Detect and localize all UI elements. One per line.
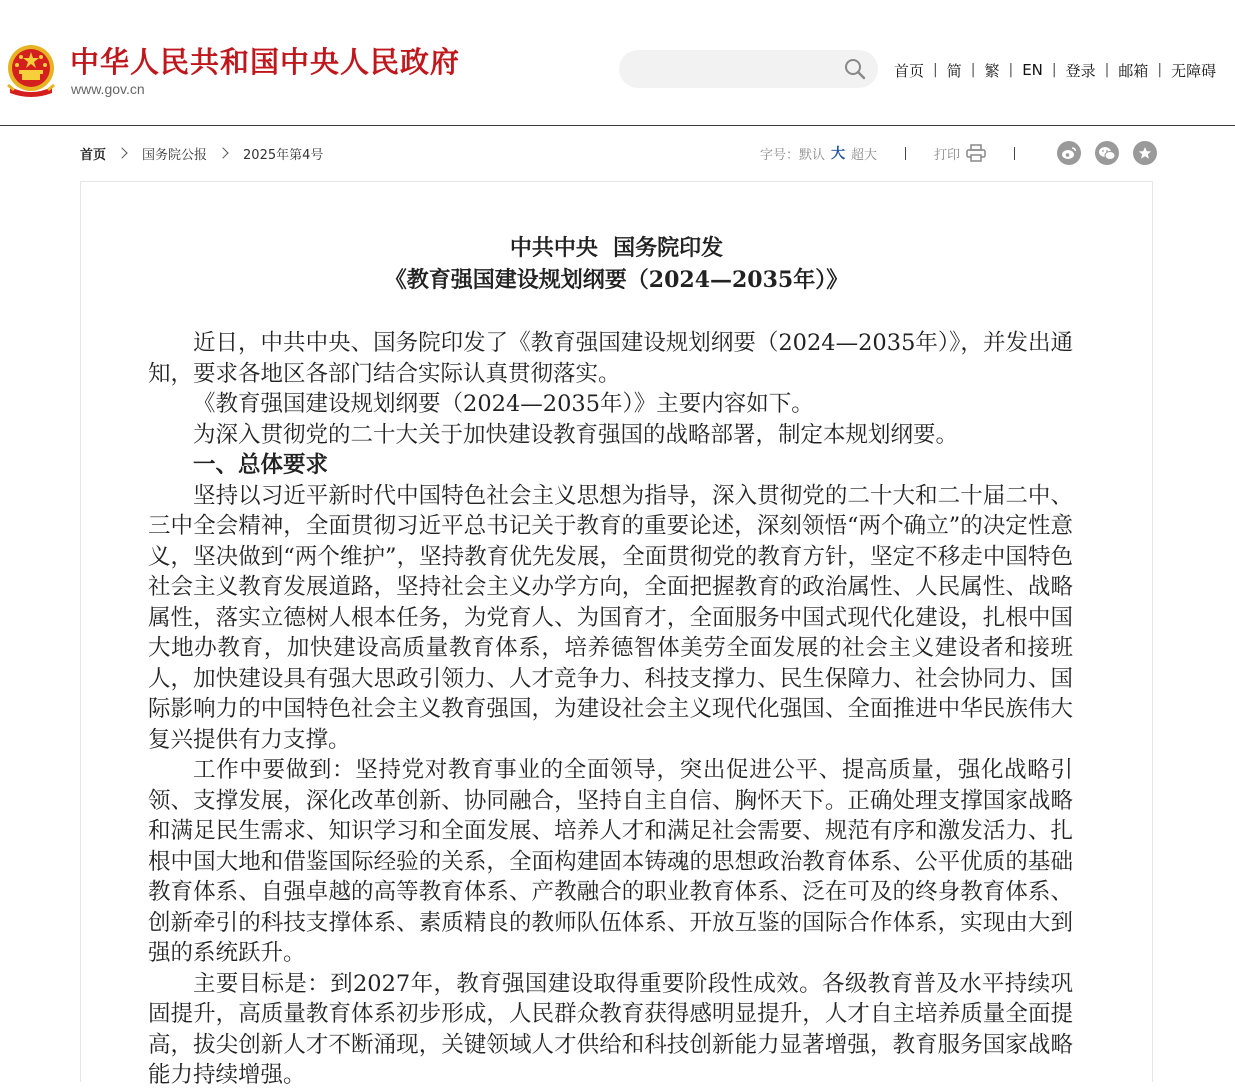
paragraph: 为深入贯彻党的二十大关于加快建设教育强国的战略部署，制定本规划纲要。 [193,421,959,448]
top-nav [894,60,1216,80]
font-size-xlarge[interactable]: 超大 [851,147,878,163]
nav-separator: | [1051,62,1057,78]
section-heading: 一、总体要求 [193,452,329,478]
nav-login[interactable]: 登录 [1065,61,1096,80]
wechat-icon[interactable] [1095,141,1119,165]
search-input[interactable] [619,50,878,88]
nav-simplified[interactable]: 简 [946,61,962,80]
nav-english[interactable]: EN [1022,61,1043,79]
paragraph: 《教育强国建设规划纲要（2024—2035年）》主要内容如下。 [193,391,814,417]
breadcrumb-issue[interactable]: 2025年第4号 [243,147,324,163]
paragraph: 近日，中共中央、国务院印发了《教育强国建设规划纲要（2024—2035年）》，并发出通知，要求各地区各部门结合实际认真贯彻落实。 [148,330,1073,387]
nav-separator: | [1104,62,1110,78]
font-size-large[interactable]: 大 [831,146,846,162]
article-title-line2: 《教育强国建设规划纲要（2024—2035年）》 [384,267,849,293]
site-domain: www.gov.cn [71,81,145,97]
nav-separator: | [933,62,938,78]
paragraph: 工作中要做到：坚持党对教育事业的全面领导，突出促进公平、提高质量，强化战略引领、支撑发展，深化改革创新、协同融合，坚持自主自信、胸怀天下。正确处理支撑国家战略和满足民生需求、知识学习和全面发展、培养人才和满足社会需要、规范有序和激发活力、扎根中国大地和借鉴国际经验的关系，全面构建固本铸魂的思想政治教育体系、公平优质的基础教育体系、自强卓越的高等教育体系、产教融合的职业教育体系、泛在可及的终身教育体系、创新牵引的科技支撑体系、素质精良的教师队伍体系、开放互鉴的国际合作体系，实现由大到强的系统跃升。 [148,757,1073,966]
paragraph: 主要目标是：到2027年，教育强国建设取得重要阶段性成效。各级教育普及水平持续巩固提升，高质量教育体系初步形成，人民群众教育获得感明显提升，人才自主培养质量全面提高，拔尖创新人才不断涌现，关键领域人才供给和科技创新能力显著增强，教育服务国家战略能力持续增强。 [148,970,1073,1088]
favorite-star-icon[interactable] [1133,141,1157,165]
toolbar-divider [905,147,906,160]
font-size-default[interactable]: 默认 [799,147,826,163]
site-title[interactable]: 中华人民共和国中央人民政府 [70,45,461,79]
article-title [81,232,1152,296]
search-icon[interactable] [844,58,866,80]
weibo-icon[interactable] [1057,141,1081,165]
nav-separator: | [1157,62,1163,78]
article-title-line1: 中共中央 国务院印发 [509,235,724,261]
nav-accessibility[interactable]: 无障碍 [1171,61,1217,80]
nav-home[interactable]: 首页 [894,61,925,80]
paragraph: 坚持以习近平新时代中国特色社会主义思想为指导，深入贯彻党的二十大和二十届二中、三中全会精神，全面贯彻习近平总书记关于教育的重要论述，深刻领悟“两个确立”的决定性意义，坚决做到“两个维护”，坚持教育优先发展，全面贯彻党的教育方针，坚定不移走中国特色社会主义教育发展道路，坚持社会主义办学方向，全面把握教育的政治属性、人民属性、战略属性，落实立德树人根本任务，为党育人、为国育才，全面服务中国式现代化建设，扎根中国大地办教育，加快建设高质量教育体系，培养德智体美劳全面发展的社会主义建设者和接班人，加快建设具有强大思政引领力、人才竞争力、科技支撑力、民生保障力、社会协同力、国际影响力的中国特色社会主义教育强国，为建设社会主义现代化强国、全面推进中华民族伟大复兴提供有力支撑。 [148,482,1073,753]
nav-separator: | [1008,62,1014,78]
print-label[interactable]: 打印 [934,147,961,163]
national-emblem-icon[interactable] [6,43,56,99]
nav-separator: | [970,62,976,78]
chevron-right-icon [217,147,228,158]
site-header [0,0,1235,126]
nav-traditional[interactable]: 繁 [984,61,1000,80]
nav-mail[interactable]: 邮箱 [1118,61,1149,80]
article-body [148,328,1073,1091]
breadcrumb [80,143,323,163]
breadcrumb-home[interactable]: 首页 [80,147,107,163]
breadcrumb-bulletin[interactable]: 国务院公报 [142,147,208,163]
article-container [80,181,1153,1088]
printer-icon[interactable] [966,144,986,162]
toolbar-divider [1014,147,1015,160]
article-toolbar [760,142,1157,164]
font-size-label: 字号： [760,147,800,163]
chevron-right-icon [116,147,127,158]
